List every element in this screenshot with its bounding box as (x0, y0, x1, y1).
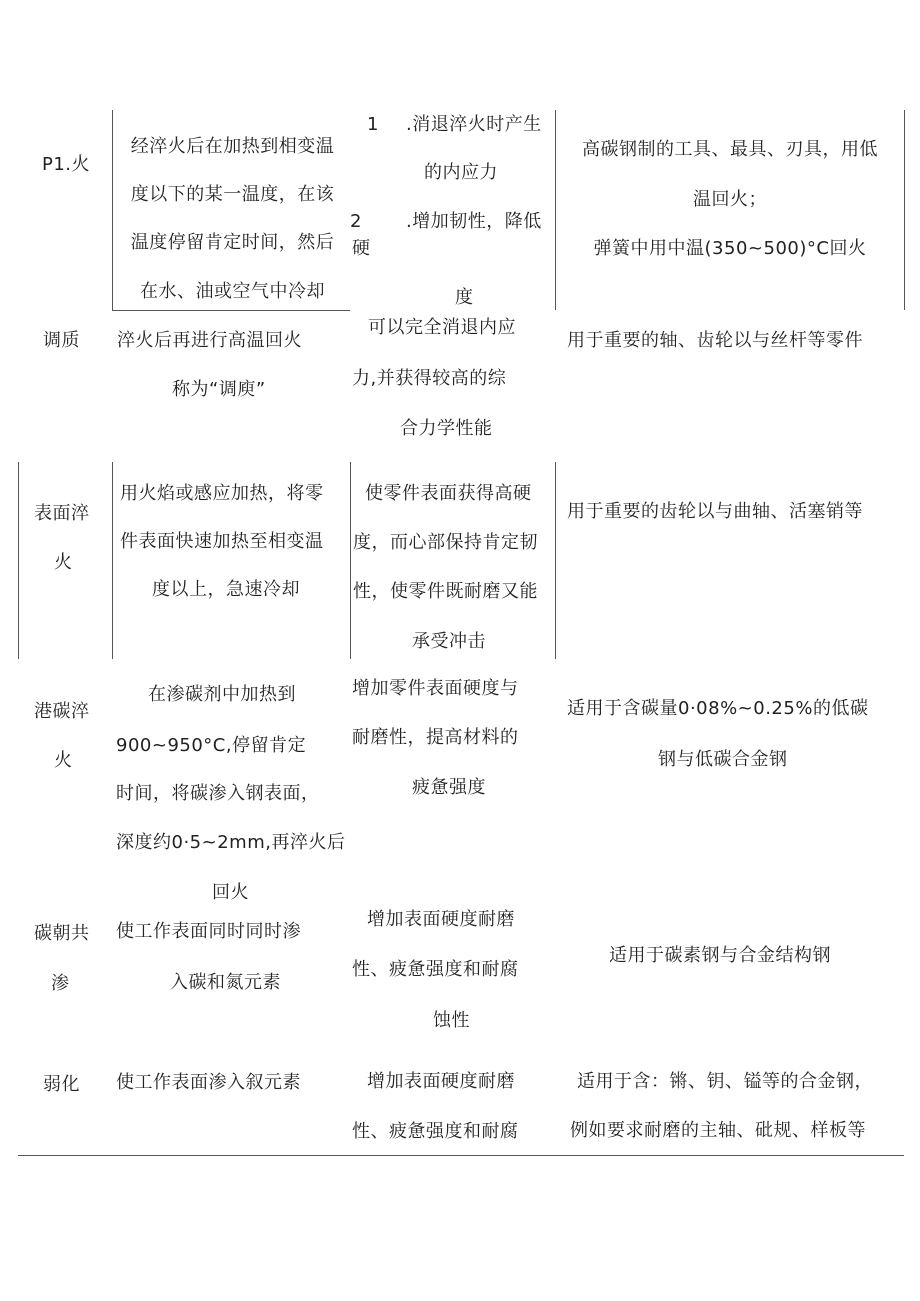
row4-purpose-line-1: 增加零件表面硬度与 (352, 678, 519, 699)
row2-method-line-2: 称为“调庾” (172, 379, 266, 400)
row1-purpose-number-2: 2 (350, 211, 362, 232)
row4-method-line-2: 900~950°C,停留肯定 (116, 735, 307, 756)
table-line-v-r1-method-left (112, 110, 113, 310)
row3-usage-line-1: 用于重要的齿轮以与曲轴、活塞销等 (567, 501, 863, 522)
row5-purpose-line-2: 性、疲惫强度和耐腐 (352, 959, 519, 980)
row5-method-line-2: 入碳和氮元素 (170, 972, 281, 993)
row4-process-name-line-2: 火 (54, 750, 73, 771)
row5-purpose-line-3: 蚀性 (433, 1010, 470, 1031)
row4-usage-line-1: 适用于含碳量0·08%~0.25%的低碳 (567, 698, 869, 719)
row3-process-name-line-2: 火 (54, 552, 73, 573)
row1-method-line-2: 度以下的某一温度，在该 (130, 184, 335, 205)
row2-method-line-1: 淬火后再进行高温回火 (117, 330, 302, 351)
row4-purpose-line-3: 疲惫强度 (412, 777, 486, 798)
table-line-v-r3-purpose-left (350, 462, 351, 659)
row4-purpose-line-2: 耐磨性，提高材料的 (352, 727, 519, 748)
table-line-v-right (904, 110, 905, 310)
row1-purpose-line-4: 度 (455, 287, 474, 308)
row3-purpose-line-4: 承受冲击 (412, 631, 486, 652)
row1-method-line-3: 温度停留肯定时间，然后 (130, 232, 335, 253)
row1-method-line-1: 经淬火后在加热到相变温 (130, 136, 335, 157)
row3-method-line-3: 度以上，急速冷却 (152, 579, 300, 600)
row5-usage-line-1: 适用于碳素钢与合金结构钢 (609, 945, 831, 966)
row3-method-line-1: 用火焰或感应加热，将零 (120, 483, 324, 504)
row3-method-line-2: 件表面快速加热至相变温 (120, 531, 324, 552)
row3-process-name-line-1: 表面淬 (34, 503, 90, 524)
row6-method-line-1: 使工作表面渗入叙元素 (116, 1072, 301, 1093)
row1-usage-line-2: 温回火； (693, 189, 767, 210)
row5-purpose-line-1: 增加表面硬度耐磨 (367, 909, 515, 930)
row1-purpose-number-1: 1 (367, 114, 379, 135)
row1-process-name: P1.火 (42, 154, 91, 175)
row1-purpose-line-2: 的内应力 (424, 162, 498, 183)
row1-usage-line-1: 高碳钢制的工具、最具、刃具，用低 (582, 139, 878, 160)
row6-purpose-line-1: 增加表面硬度耐磨 (367, 1071, 515, 1092)
row4-method-line-5: 回火 (212, 882, 249, 903)
table-line-v-r3-usage-left (555, 462, 556, 659)
row2-purpose-line-3: 合力学性能 (400, 418, 493, 439)
row1-purpose-line-1: .消退淬火时产生 (406, 114, 542, 135)
row4-method-line-3: 时间，将碳渗入钢表面， (116, 783, 320, 804)
row5-process-name-line-1: 碳朝共 (34, 923, 90, 944)
row1-purpose-line-3: .增加韧性，降低 (406, 211, 542, 232)
table-line-v-r3-left (18, 462, 19, 659)
row5-method-line-1: 使工作表面同时同时渗 (116, 921, 301, 942)
row4-usage-line-2: 钢与低碳合金钢 (658, 749, 788, 770)
row2-usage-line-1: 用于重要的轴、齿轮以与丝杆等零件 (567, 330, 863, 351)
table-line-v-r3-method-left (112, 462, 113, 659)
row1-purpose-hard: 硬 (352, 238, 371, 259)
row3-purpose-line-1: 使零件表面获得高硬 (365, 483, 532, 504)
row2-purpose-line-2: 力,并获得较高的综 (352, 368, 507, 389)
row4-method-line-4: 深度约0·5~2mm,再淬火后 (116, 832, 346, 853)
row4-process-name-line-1: 港碳淬 (34, 701, 90, 722)
row3-purpose-line-2: 度，而心部保持肯定韧 (353, 532, 538, 553)
row2-process-name: 调质 (43, 330, 80, 351)
row6-usage-line-1: 适用于含：锵、钥、镒等的合金钢， (577, 1071, 873, 1092)
table-line-h-r1-bottom (112, 310, 350, 311)
row4-method-line-1: 在渗碳剂中加热到 (148, 684, 296, 705)
row6-usage-line-2: 例如要求耐磨的主轴、砒规、样板等 (570, 1120, 866, 1141)
row3-purpose-line-3: 性，使零件既耐磨又能 (353, 581, 538, 602)
table-line-h-bottom (18, 1155, 904, 1156)
row1-method-line-4: 在水、油或空气中冷却 (140, 281, 325, 302)
row2-purpose-line-1: 可以完全消退内应 (368, 317, 516, 338)
row6-process-name: 弱化 (43, 1074, 80, 1095)
row6-purpose-line-2: 性、疲惫强度和耐腐 (352, 1121, 519, 1142)
row5-process-name-line-2: 渗 (51, 973, 70, 994)
row1-usage-line-3: 弹簧中用中温(350~500)°C回火 (593, 238, 867, 259)
